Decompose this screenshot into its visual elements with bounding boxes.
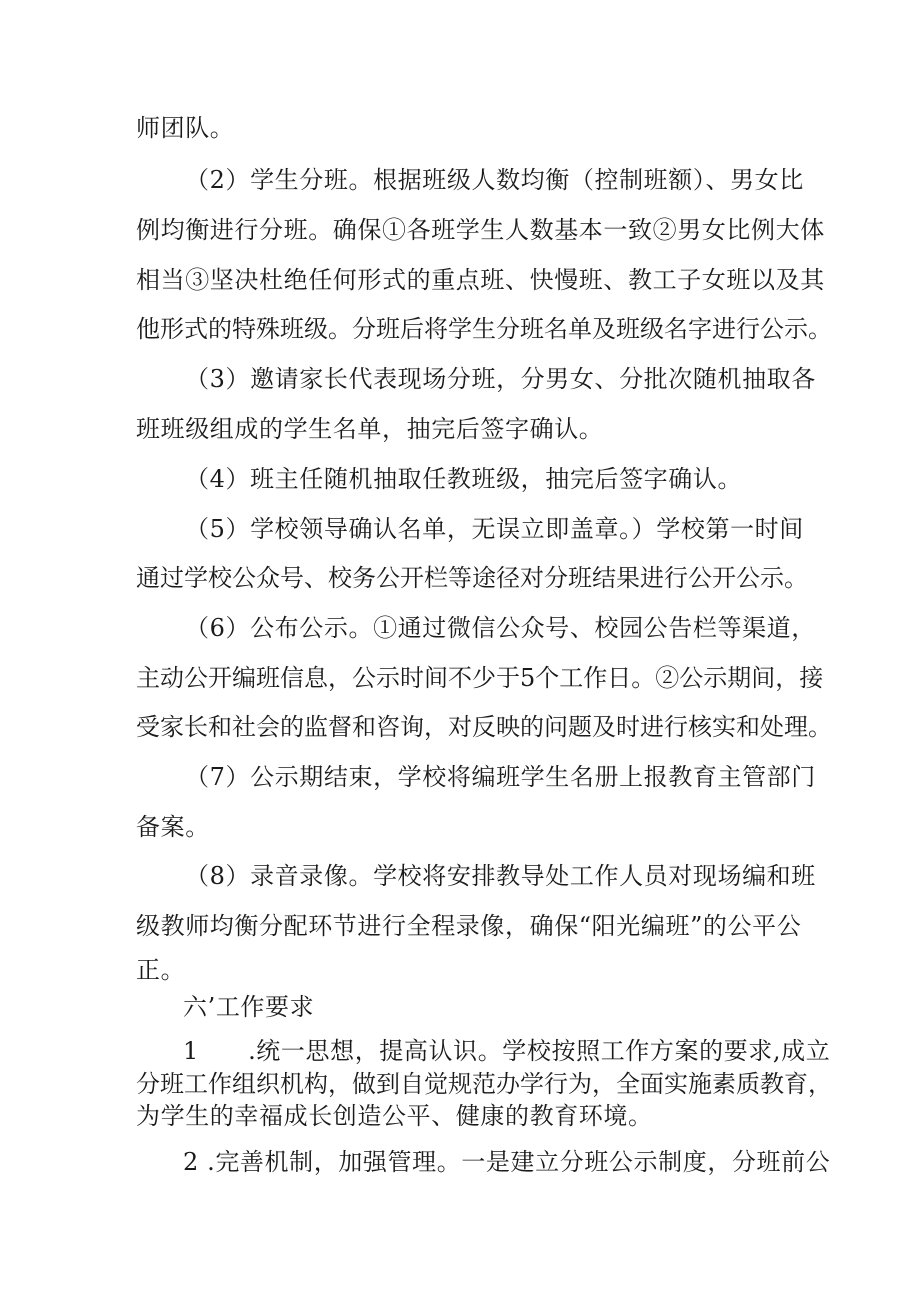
- text-line: （5）学校领导确认名单，无误立即盖章。）学校第一时间: [185, 515, 804, 543]
- text-line: 班班级组成的学生名单，抽完后签字确认。: [136, 415, 604, 443]
- text-line: （3）邀请家长代表现场分班，分男女、分批次随机抽取各: [185, 365, 816, 393]
- text-line: 备案。: [136, 813, 210, 841]
- text-line: 受家长和社会的监督和咨询，对反映的问题及时进行核实和处理。: [136, 713, 832, 741]
- text-line: 例均衡进行分班。确保①各班学生人数基本一致②男女比例大体: [136, 216, 825, 244]
- text-line: （7）公示期结束，学校将编班学生名册上报教育主管部门: [185, 763, 816, 791]
- text-line: 1 .统一思想，提高认识。学校按照工作方案的要求,成立: [183, 1037, 831, 1065]
- text-line: 正。: [136, 956, 186, 984]
- text-line: （4）班主任随机抽取任教班级，抽完后签字确认。: [185, 465, 743, 493]
- text-line: 通过学校公众号、校务公开栏等途径对分班结果进行公开公示。: [136, 564, 808, 592]
- text-line: （6）公布公示。①通过微信公众号、校园公告栏等渠道，: [185, 614, 816, 642]
- text-line: 主动公开编班信息，公示时间不少于5个工作日。②公示期间，接: [136, 664, 824, 692]
- section-heading: 六’工作要求: [183, 993, 315, 1021]
- text-line: 师团队。: [136, 114, 235, 142]
- text-line: 相当③坚决杜绝任何形式的重点班、快慢班、教工子女班以及其: [136, 266, 825, 294]
- text-line: 他形式的特殊班级。分班后将学生分班名单及班级名字进行公示。: [136, 315, 832, 343]
- text-line: 为学生的幸福成长创造公平、健康的教育环境。: [136, 1102, 653, 1130]
- text-line: 分班工作组织机构，做到自觉规范办学行为，全面实施素质教育，: [136, 1070, 832, 1098]
- text-line: （2）学生分班。根据班级人数均衡（控制班额）、男女比: [185, 166, 804, 194]
- text-line: （8）录音录像。学校将安排教导处工作人员对现场编和班: [185, 862, 816, 890]
- text-line: 级教师均衡分配环节进行全程录像，确保“阳光编班”的公平公: [136, 912, 802, 940]
- text-line: 2 .完善机制，加强管理。一是建立分班公示制度，分班前公: [183, 1148, 831, 1176]
